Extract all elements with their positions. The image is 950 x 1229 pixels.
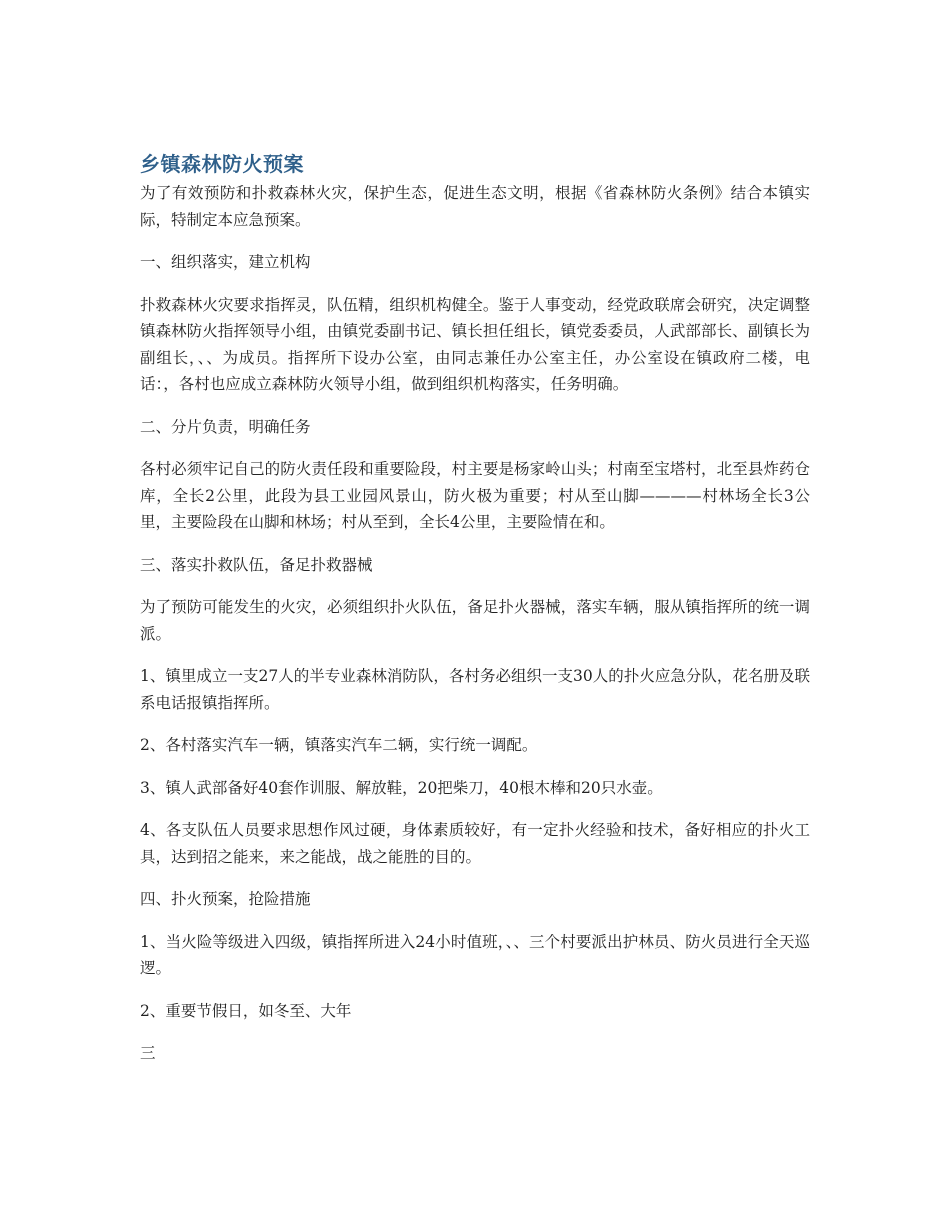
section-heading-4: 四、扑火预案，抢险措施 bbox=[140, 890, 311, 908]
section-3-item-2: 2、各村落实汽车一辆，镇落实汽车二辆，实行统一调配。 bbox=[140, 736, 538, 754]
section-3-body: 为了预防可能发生的火灾，必须组织扑火队伍，备足扑火器械，落实车辆，服从镇指挥所的统一调派。 bbox=[140, 598, 810, 643]
section-4-item-1: 1、当火险等级进入四级，镇指挥所进入24小时值班，、、三个村要派出护林员、防火员进行全天巡逻。 bbox=[140, 932, 810, 977]
section-3-item-3: 3、镇人武部备好40套作训服、解放鞋，20把柴刀，40根木棒和20只水壶。 bbox=[140, 778, 663, 797]
document-title: 乡镇森林防火预案 bbox=[140, 152, 304, 176]
intro-paragraph: 为了有效预防和扑救森林火灾，保护生态，促进生态文明，根据《省森林防火条例》结合本镇实际，特制定本应急预案。 bbox=[140, 184, 810, 229]
section-heading-1: 一、组织落实，建立机构 bbox=[140, 253, 311, 271]
section-4-item-2: 2、重要节假日，如冬至、大年 bbox=[140, 1001, 352, 1020]
section-2-body: 各村必须牢记自己的防火责任段和重要险段，村主要是杨家岭山头；村南至宝塔村，北至县炸药仓库，全长2公里，此段为县工业园风景山，防火极为重要；村从至山脚————村林场全长3公里，主要险段在山脚和林场；村从至到，全长4公里，主要险情在和。 bbox=[140, 460, 810, 531]
truncated-paragraph: 三 bbox=[140, 1044, 156, 1062]
section-3-item-1: 1、镇里成立一支27人的半专业森林消防队，各村务必组织一支30人的扑火应急分队，花名册及联系电话报镇指挥所。 bbox=[140, 667, 810, 712]
section-1-body: 扑救森林火灾要求指挥灵，队伍精，组织机构健全。鉴于人事变动，经党政联席会研究，决定调整镇森林防火指挥领导小组，由镇党委副书记、镇长担任组长，镇党委委员，人武部部长、副镇长为副组长，、、为成员。指挥所下设办公室，由同志兼任办公室主任，办公室设在镇政府二楼，电话：，各村也应成立森林防火领导小组，做到组织机构落实，任务明确。 bbox=[140, 295, 810, 393]
section-heading-2: 二、分片负责，明确任务 bbox=[140, 417, 311, 436]
section-3-item-4: 4、各支队伍人员要求思想作风过硬，身体素质较好，有一定扑火经验和技术，备好相应的扑火工具，达到招之能来，来之能战，战之能胜的目的。 bbox=[140, 821, 810, 866]
section-heading-3: 三、落实扑救队伍，备足扑救器械 bbox=[140, 555, 373, 574]
document-page bbox=[140, 150, 810, 1083]
